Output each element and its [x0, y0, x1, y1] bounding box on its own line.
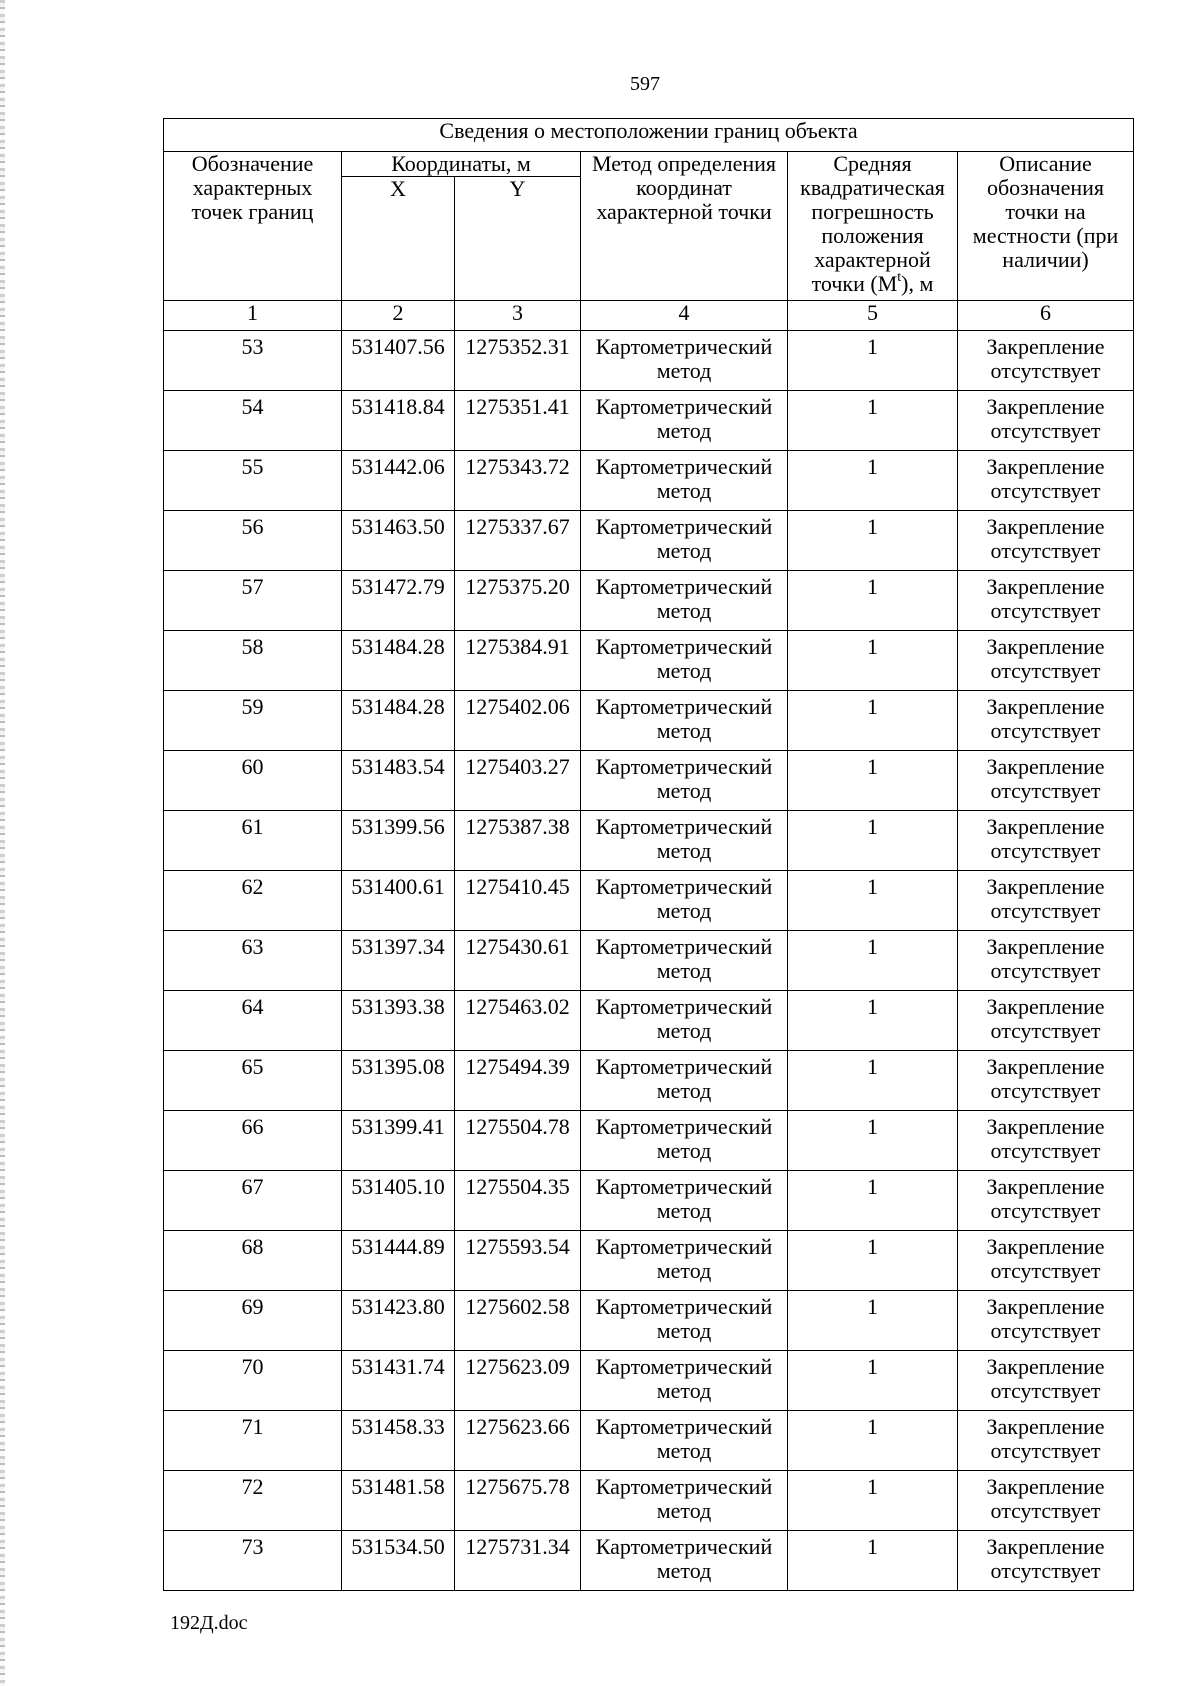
point-designation-cell: 58	[164, 631, 342, 691]
column-number: 6	[958, 301, 1134, 331]
table-title-row	[164, 119, 1134, 152]
table-row	[164, 631, 1134, 691]
coordinate-y-cell: 1275504.78	[455, 1111, 581, 1171]
method-cell: Картометрический метод	[581, 331, 788, 391]
header-error-tail: ), м	[901, 271, 934, 296]
table-row	[164, 871, 1134, 931]
point-designation-cell: 66	[164, 1111, 342, 1171]
error-cell: 1	[788, 1471, 958, 1531]
column-number-row	[164, 301, 1134, 331]
table-row	[164, 991, 1134, 1051]
method-cell: Картометрический метод	[581, 991, 788, 1051]
coordinate-x-cell: 531397.34	[342, 931, 455, 991]
error-cell: 1	[788, 451, 958, 511]
coordinate-x-cell: 531483.54	[342, 751, 455, 811]
table-row	[164, 1531, 1134, 1591]
table-row	[164, 1111, 1134, 1171]
method-cell: Картометрический метод	[581, 1531, 788, 1591]
coordinate-y-cell: 1275494.39	[455, 1051, 581, 1111]
column-number: 4	[581, 301, 788, 331]
table-header-row	[164, 152, 1134, 177]
coordinate-y-cell: 1275675.78	[455, 1471, 581, 1531]
point-designation-cell: 64	[164, 991, 342, 1051]
description-cell: Закрепление отсутствует	[958, 1231, 1134, 1291]
point-designation-cell: 71	[164, 1411, 342, 1471]
method-cell: Картометрический метод	[581, 1051, 788, 1111]
table-row	[164, 1351, 1134, 1411]
coordinate-x-cell: 531399.41	[342, 1111, 455, 1171]
coordinate-y-cell: 1275463.02	[455, 991, 581, 1051]
method-cell: Картометрический метод	[581, 751, 788, 811]
description-cell: Закрепление отсутствует	[958, 631, 1134, 691]
coordinate-x-cell: 531423.80	[342, 1291, 455, 1351]
coordinate-x-cell: 531393.38	[342, 991, 455, 1051]
error-cell: 1	[788, 1231, 958, 1291]
coordinate-y-cell: 1275623.09	[455, 1351, 581, 1411]
header-y: Y	[455, 177, 581, 301]
description-cell: Закрепление отсутствует	[958, 1291, 1134, 1351]
coordinate-y-cell: 1275352.31	[455, 331, 581, 391]
coordinate-x-cell: 531405.10	[342, 1171, 455, 1231]
table-row	[164, 751, 1134, 811]
coordinate-x-cell: 531444.89	[342, 1231, 455, 1291]
point-designation-cell: 63	[164, 931, 342, 991]
point-designation-cell: 54	[164, 391, 342, 451]
method-cell: Картометрический метод	[581, 391, 788, 451]
coordinate-x-cell: 531418.84	[342, 391, 455, 451]
method-cell: Картометрический метод	[581, 451, 788, 511]
coordinate-y-cell: 1275731.34	[455, 1531, 581, 1591]
page-number: 597	[630, 73, 660, 95]
column-number: 3	[455, 301, 581, 331]
table-row	[164, 571, 1134, 631]
description-cell: Закрепление отсутствует	[958, 1111, 1134, 1171]
method-cell: Картометрический метод	[581, 931, 788, 991]
coordinate-y-cell: 1275343.72	[455, 451, 581, 511]
method-cell: Картометрический метод	[581, 1411, 788, 1471]
coordinate-x-cell: 531481.58	[342, 1471, 455, 1531]
method-cell: Картометрический метод	[581, 1231, 788, 1291]
description-cell: Закрепление отсутствует	[958, 871, 1134, 931]
error-cell: 1	[788, 1351, 958, 1411]
point-designation-cell: 67	[164, 1171, 342, 1231]
coordinate-y-cell: 1275593.54	[455, 1231, 581, 1291]
header-point-designation: Обозначение характерных точек границ	[164, 152, 342, 301]
coordinate-x-cell: 531484.28	[342, 631, 455, 691]
scan-edge	[0, 0, 5, 1686]
method-cell: Картометрический метод	[581, 1111, 788, 1171]
coordinate-x-cell: 531399.56	[342, 811, 455, 871]
table-row	[164, 1171, 1134, 1231]
method-cell: Картометрический метод	[581, 871, 788, 931]
table-row	[164, 1411, 1134, 1471]
error-cell: 1	[788, 1411, 958, 1471]
point-designation-cell: 68	[164, 1231, 342, 1291]
description-cell: Закрепление отсутствует	[958, 1411, 1134, 1471]
description-cell: Закрепление отсутствует	[958, 931, 1134, 991]
description-cell: Закрепление отсутствует	[958, 811, 1134, 871]
point-designation-cell: 55	[164, 451, 342, 511]
coordinate-x-cell: 531400.61	[342, 871, 455, 931]
error-cell: 1	[788, 391, 958, 451]
error-cell: 1	[788, 1111, 958, 1171]
coordinate-y-cell: 1275351.41	[455, 391, 581, 451]
coordinate-y-cell: 1275402.06	[455, 691, 581, 751]
coordinate-y-cell: 1275387.38	[455, 811, 581, 871]
coordinate-x-cell: 531442.06	[342, 451, 455, 511]
header-x: X	[342, 177, 455, 301]
coordinate-y-cell: 1275403.27	[455, 751, 581, 811]
method-cell: Картометрический метод	[581, 571, 788, 631]
method-cell: Картометрический метод	[581, 1471, 788, 1531]
table-row	[164, 511, 1134, 571]
table-row	[164, 931, 1134, 991]
description-cell: Закрепление отсутствует	[958, 331, 1134, 391]
table-row	[164, 1231, 1134, 1291]
coordinate-y-cell: 1275602.58	[455, 1291, 581, 1351]
coordinate-y-cell: 1275337.67	[455, 511, 581, 571]
description-cell: Закрепление отсутствует	[958, 1051, 1134, 1111]
description-cell: Закрепление отсутствует	[958, 511, 1134, 571]
error-cell: 1	[788, 751, 958, 811]
coordinate-y-cell: 1275375.20	[455, 571, 581, 631]
table-row	[164, 1051, 1134, 1111]
point-designation-cell: 65	[164, 1051, 342, 1111]
table-row	[164, 1471, 1134, 1531]
description-cell: Закрепление отсутствует	[958, 391, 1134, 451]
error-cell: 1	[788, 631, 958, 691]
header-error-main: Средняя квадратическая погрешность положения характерной точки (М	[800, 151, 945, 296]
description-cell: Закрепление отсутствует	[958, 991, 1134, 1051]
column-number: 2	[342, 301, 455, 331]
description-cell: Закрепление отсутствует	[958, 1171, 1134, 1231]
table-row	[164, 391, 1134, 451]
method-cell: Картометрический метод	[581, 811, 788, 871]
table-row	[164, 451, 1134, 511]
header-mean-square-error	[788, 152, 958, 301]
error-cell: 1	[788, 1291, 958, 1351]
coordinate-x-cell: 531534.50	[342, 1531, 455, 1591]
coordinate-x-cell: 531472.79	[342, 571, 455, 631]
point-designation-cell: 57	[164, 571, 342, 631]
point-designation-cell: 72	[164, 1471, 342, 1531]
table-row	[164, 811, 1134, 871]
point-designation-cell: 56	[164, 511, 342, 571]
header-error-sup: t	[897, 270, 902, 285]
error-cell: 1	[788, 571, 958, 631]
coordinate-x-cell: 531458.33	[342, 1411, 455, 1471]
error-cell: 1	[788, 931, 958, 991]
column-number: 1	[164, 301, 342, 331]
error-cell: 1	[788, 991, 958, 1051]
description-cell: Закрепление отсутствует	[958, 751, 1134, 811]
description-cell: Закрепление отсутствует	[958, 1351, 1134, 1411]
coordinate-y-cell: 1275384.91	[455, 631, 581, 691]
table-title: Сведения о местоположении границ объекта	[164, 119, 1134, 152]
error-cell: 1	[788, 1531, 958, 1591]
error-cell: 1	[788, 1051, 958, 1111]
error-cell: 1	[788, 871, 958, 931]
method-cell: Картометрический метод	[581, 1291, 788, 1351]
table-row	[164, 1291, 1134, 1351]
coordinate-y-cell: 1275623.66	[455, 1411, 581, 1471]
error-cell: 1	[788, 511, 958, 571]
description-cell: Закрепление отсутствует	[958, 571, 1134, 631]
boundary-points-table	[163, 118, 1134, 1591]
footer-filename: 192Д.doc	[170, 1612, 248, 1634]
coordinate-x-cell: 531395.08	[342, 1051, 455, 1111]
table-body	[164, 331, 1134, 1591]
coordinate-x-cell: 531407.56	[342, 331, 455, 391]
method-cell: Картометрический метод	[581, 511, 788, 571]
table-row	[164, 331, 1134, 391]
header-description: Описание обозначения точки на местности (при наличии)	[958, 152, 1134, 301]
method-cell: Картометрический метод	[581, 631, 788, 691]
point-designation-cell: 70	[164, 1351, 342, 1411]
coordinate-y-cell: 1275504.35	[455, 1171, 581, 1231]
point-designation-cell: 73	[164, 1531, 342, 1591]
method-cell: Картометрический метод	[581, 1351, 788, 1411]
header-coordinates: Координаты, м	[342, 152, 581, 177]
coordinate-y-cell: 1275410.45	[455, 871, 581, 931]
point-designation-cell: 62	[164, 871, 342, 931]
description-cell: Закрепление отсутствует	[958, 451, 1134, 511]
point-designation-cell: 59	[164, 691, 342, 751]
description-cell: Закрепление отсутствует	[958, 1531, 1134, 1591]
error-cell: 1	[788, 331, 958, 391]
header-method: Метод определения координат характерной точки	[581, 152, 788, 301]
method-cell: Картометрический метод	[581, 691, 788, 751]
coordinate-x-cell: 531463.50	[342, 511, 455, 571]
point-designation-cell: 61	[164, 811, 342, 871]
error-cell: 1	[788, 1171, 958, 1231]
coordinate-x-cell: 531484.28	[342, 691, 455, 751]
description-cell: Закрепление отсутствует	[958, 1471, 1134, 1531]
error-cell: 1	[788, 691, 958, 751]
point-designation-cell: 53	[164, 331, 342, 391]
description-cell: Закрепление отсутствует	[958, 691, 1134, 751]
point-designation-cell: 60	[164, 751, 342, 811]
error-cell: 1	[788, 811, 958, 871]
point-designation-cell: 69	[164, 1291, 342, 1351]
column-number: 5	[788, 301, 958, 331]
coordinate-x-cell: 531431.74	[342, 1351, 455, 1411]
table-row	[164, 691, 1134, 751]
coordinate-y-cell: 1275430.61	[455, 931, 581, 991]
method-cell: Картометрический метод	[581, 1171, 788, 1231]
